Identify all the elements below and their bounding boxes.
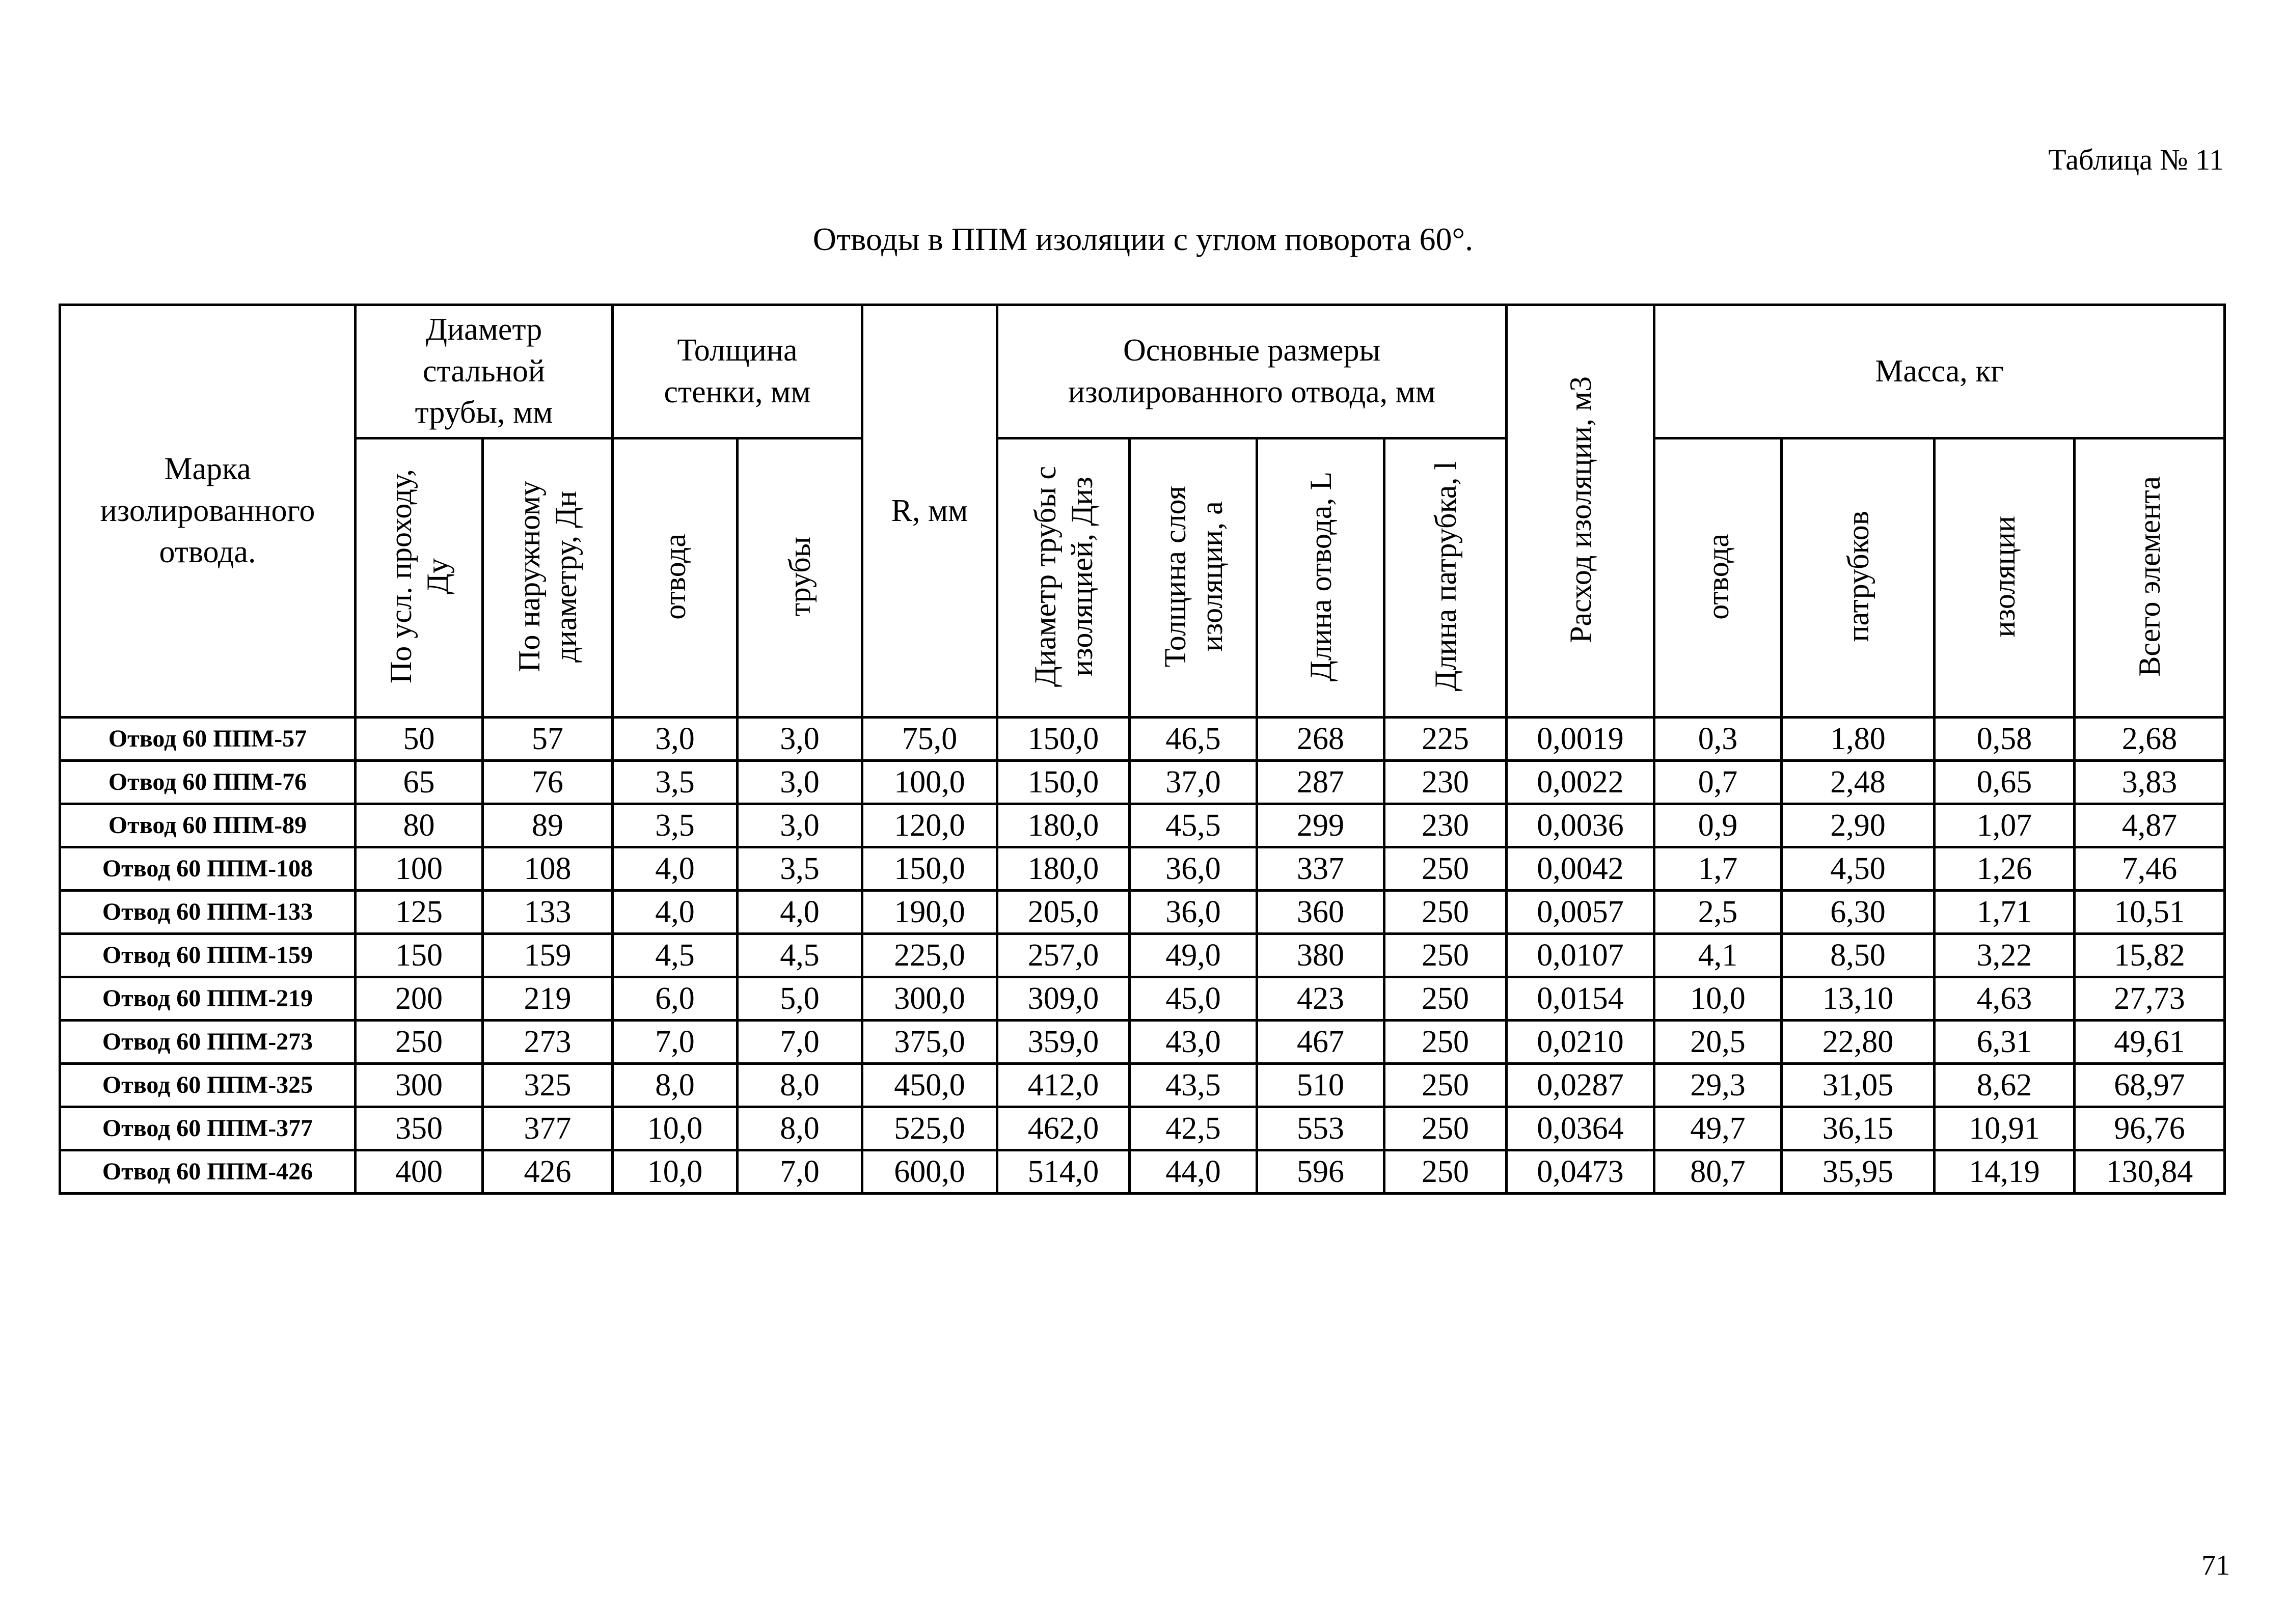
table-cell: 96,76: [2075, 1107, 2225, 1150]
table-cell: 6,30: [1782, 891, 1935, 934]
table-cell: 150,0: [862, 847, 997, 891]
table-cell: 337: [1257, 847, 1384, 891]
table-cell: 325: [483, 1064, 613, 1107]
table-cell: 20,5: [1654, 1021, 1782, 1064]
table-cell: 250: [1384, 847, 1507, 891]
table-row: [60, 1064, 2225, 1107]
table-cell: 89: [483, 804, 613, 847]
table-cell: 0,9: [1654, 804, 1782, 847]
table-cell: 49,61: [2075, 1021, 2225, 1064]
table-cell: 0,0473: [1507, 1150, 1654, 1194]
table-cell: 22,80: [1782, 1021, 1935, 1064]
table-row: [60, 718, 2225, 761]
table-cell: 287: [1257, 761, 1384, 804]
table-cell: 125: [356, 891, 483, 934]
table-cell: 596: [1257, 1150, 1384, 1194]
row-mark-cell: Отвод 60 ППМ-273: [60, 1021, 356, 1064]
table-cell: 0,0036: [1507, 804, 1654, 847]
table-cell: 423: [1257, 977, 1384, 1021]
page-number: 71: [2201, 1550, 2230, 1581]
table-cell: 412,0: [997, 1064, 1130, 1107]
table-cell: 380: [1257, 934, 1384, 977]
table-cell: 3,5: [613, 761, 738, 804]
table-cell: 230: [1384, 804, 1507, 847]
table-cell: 0,0364: [1507, 1107, 1654, 1150]
table-cell: 300: [356, 1064, 483, 1107]
table-cell: 8,0: [613, 1064, 738, 1107]
table-cell: 273: [483, 1021, 613, 1064]
table-cell: 8,62: [1935, 1064, 2075, 1107]
header-radius: R, мм: [862, 305, 997, 718]
header-dn-nominal: По усл. проходу, Ду: [356, 438, 483, 718]
table-cell: 150,0: [997, 761, 1130, 804]
table-cell: 3,0: [738, 804, 862, 847]
table-cell: 7,46: [2075, 847, 2225, 891]
table-cell: 68,97: [2075, 1064, 2225, 1107]
header-mass-insulation: изоляции: [1935, 438, 2075, 718]
table-cell: 0,0210: [1507, 1021, 1654, 1064]
table-cell: 49,7: [1654, 1107, 1782, 1150]
row-mark-cell: Отвод 60 ППМ-377: [60, 1107, 356, 1150]
header-insulation-consumption: Расход изоляции, м3: [1507, 305, 1654, 718]
table-cell: 80: [356, 804, 483, 847]
table-cell: 8,50: [1782, 934, 1935, 977]
table-cell: 6,31: [1935, 1021, 2075, 1064]
table-cell: 14,19: [1935, 1150, 2075, 1194]
table-cell: 467: [1257, 1021, 1384, 1064]
table-cell: 0,7: [1654, 761, 1782, 804]
table-cell: 80,7: [1654, 1150, 1782, 1194]
table-cell: 35,95: [1782, 1150, 1935, 1194]
row-mark-cell: Отвод 60 ППМ-325: [60, 1064, 356, 1107]
table-row: [60, 1150, 2225, 1194]
table-cell: 5,0: [738, 977, 862, 1021]
table-cell: 45,5: [1130, 804, 1257, 847]
header-mass-total: Всего элемента: [2075, 438, 2225, 718]
table-cell: 225,0: [862, 934, 997, 977]
table-cell: 4,5: [738, 934, 862, 977]
table-row: [60, 1021, 2225, 1064]
table-cell: 0,3: [1654, 718, 1782, 761]
table-cell: 0,0057: [1507, 891, 1654, 934]
table-cell: 4,50: [1782, 847, 1935, 891]
header-bend-length: Длина отвода, L: [1257, 438, 1384, 718]
table-cell: 359,0: [997, 1021, 1130, 1064]
table-cell: 450,0: [862, 1064, 997, 1107]
table-cell: 300,0: [862, 977, 997, 1021]
table-cell: 3,83: [2075, 761, 2225, 804]
table-cell: 1,07: [1935, 804, 2075, 847]
table-cell: 49,0: [1130, 934, 1257, 977]
table-cell: 250: [1384, 1107, 1507, 1150]
table-cell: 2,48: [1782, 761, 1935, 804]
table-cell: 10,0: [1654, 977, 1782, 1021]
row-mark-cell: Отвод 60 ППМ-89: [60, 804, 356, 847]
table-cell: 3,0: [738, 761, 862, 804]
table-cell: 0,58: [1935, 718, 2075, 761]
table-cell: 525,0: [862, 1107, 997, 1150]
table-cell: 225: [1384, 718, 1507, 761]
table-cell: 3,0: [738, 718, 862, 761]
table-cell: 600,0: [862, 1150, 997, 1194]
table-cell: 3,0: [613, 718, 738, 761]
table-row: [60, 934, 2225, 977]
table-cell: 150: [356, 934, 483, 977]
table-cell: 37,0: [1130, 761, 1257, 804]
header-mass-nozzles: патрубков: [1782, 438, 1935, 718]
table-cell: 130,84: [2075, 1150, 2225, 1194]
table-row: [60, 804, 2225, 847]
header-wall-bend: отвода: [613, 438, 738, 718]
table-cell: 299: [1257, 804, 1384, 847]
table-cell: 4,0: [613, 891, 738, 934]
table-cell: 2,5: [1654, 891, 1782, 934]
header-nozzle-length: Длина патрубка, l: [1384, 438, 1507, 718]
table-cell: 7,0: [613, 1021, 738, 1064]
table-cell: 4,63: [1935, 977, 2075, 1021]
table-cell: 257,0: [997, 934, 1130, 977]
table-cell: 514,0: [997, 1150, 1130, 1194]
table-cell: 0,0154: [1507, 977, 1654, 1021]
table-cell: 65: [356, 761, 483, 804]
table-cell: 250: [1384, 1150, 1507, 1194]
header-mass: Масса, кг: [1654, 305, 2225, 438]
table-row: [60, 977, 2225, 1021]
table-cell: 4,1: [1654, 934, 1782, 977]
table-cell: 36,15: [1782, 1107, 1935, 1150]
table-cell: 36,0: [1130, 891, 1257, 934]
table-cell: 200: [356, 977, 483, 1021]
table-cell: 46,5: [1130, 718, 1257, 761]
table-cell: 0,0042: [1507, 847, 1654, 891]
table-cell: 43,0: [1130, 1021, 1257, 1064]
table-cell: 7,0: [738, 1021, 862, 1064]
table-cell: 1,80: [1782, 718, 1935, 761]
row-mark-cell: Отвод 60 ППМ-57: [60, 718, 356, 761]
header-steel-diameter: Диаметр стальной трубы, мм: [356, 305, 613, 438]
table-cell: 44,0: [1130, 1150, 1257, 1194]
table-cell: 50: [356, 718, 483, 761]
header-main-sizes: Основные размеры изолированного отвода, мм: [997, 305, 1507, 438]
row-mark-cell: Отвод 60 ППМ-133: [60, 891, 356, 934]
table-cell: 10,0: [613, 1150, 738, 1194]
table-cell: 100,0: [862, 761, 997, 804]
table-cell: 553: [1257, 1107, 1384, 1150]
table-cell: 250: [356, 1021, 483, 1064]
table-cell: 350: [356, 1107, 483, 1150]
table-cell: 510: [1257, 1064, 1384, 1107]
header-mass-bend: отвода: [1654, 438, 1782, 718]
table-cell: 10,91: [1935, 1107, 2075, 1150]
table-cell: 36,0: [1130, 847, 1257, 891]
table-cell: 29,3: [1654, 1064, 1782, 1107]
table-cell: 159: [483, 934, 613, 977]
header-wall-pipe: трубы: [738, 438, 862, 718]
table-cell: 4,87: [2075, 804, 2225, 847]
table-cell: 205,0: [997, 891, 1130, 934]
table-cell: 0,0022: [1507, 761, 1654, 804]
table-cell: 219: [483, 977, 613, 1021]
table-cell: 76: [483, 761, 613, 804]
table-cell: 4,0: [738, 891, 862, 934]
table-cell: 2,68: [2075, 718, 2225, 761]
table-cell: 190,0: [862, 891, 997, 934]
table-cell: 42,5: [1130, 1107, 1257, 1150]
table-cell: 230: [1384, 761, 1507, 804]
table-cell: 3,22: [1935, 934, 2075, 977]
table-cell: 45,0: [1130, 977, 1257, 1021]
bends-spec-table: [59, 304, 2226, 1195]
row-mark-cell: Отвод 60 ППМ-76: [60, 761, 356, 804]
table-cell: 0,0287: [1507, 1064, 1654, 1107]
table-cell: 3,5: [613, 804, 738, 847]
table-cell: 250: [1384, 934, 1507, 977]
table-cell: 250: [1384, 1064, 1507, 1107]
table-row: [60, 891, 2225, 934]
table-cell: 2,90: [1782, 804, 1935, 847]
table-cell: 13,10: [1782, 977, 1935, 1021]
row-mark-cell: Отвод 60 ППМ-108: [60, 847, 356, 891]
table-cell: 0,0107: [1507, 934, 1654, 977]
table-cell: 377: [483, 1107, 613, 1150]
table-cell: 31,05: [1782, 1064, 1935, 1107]
table-cell: 1,7: [1654, 847, 1782, 891]
table-cell: 426: [483, 1150, 613, 1194]
table-cell: 250: [1384, 977, 1507, 1021]
header-mark: Марка изолированного отвода.: [60, 305, 356, 718]
row-mark-cell: Отвод 60 ППМ-159: [60, 934, 356, 977]
table-cell: 7,0: [738, 1150, 862, 1194]
table-cell: 4,0: [613, 847, 738, 891]
table-cell: 100: [356, 847, 483, 891]
table-cell: 0,0019: [1507, 718, 1654, 761]
table-cell: 75,0: [862, 718, 997, 761]
table-row: [60, 1107, 2225, 1150]
header-wall-thickness: Толщина стенки, мм: [613, 305, 862, 438]
table-cell: 150,0: [997, 718, 1130, 761]
table-cell: 43,5: [1130, 1064, 1257, 1107]
table-cell: 8,0: [738, 1107, 862, 1150]
table-cell: 27,73: [2075, 977, 2225, 1021]
table-cell: 8,0: [738, 1064, 862, 1107]
table-cell: 375,0: [862, 1021, 997, 1064]
table-cell: 10,51: [2075, 891, 2225, 934]
table-cell: 250: [1384, 891, 1507, 934]
table-cell: 180,0: [997, 847, 1130, 891]
table-cell: 57: [483, 718, 613, 761]
header-insulation-layer: Толщина слоя изоляции, а: [1130, 438, 1257, 718]
table-cell: 250: [1384, 1021, 1507, 1064]
table-row: [60, 847, 2225, 891]
header-dn-outer: По наружному диаметру, Дн: [483, 438, 613, 718]
table-cell: 3,5: [738, 847, 862, 891]
table-cell: 6,0: [613, 977, 738, 1021]
table-cell: 4,5: [613, 934, 738, 977]
table-cell: 133: [483, 891, 613, 934]
table-cell: 10,0: [613, 1107, 738, 1150]
table-cell: 0,65: [1935, 761, 2075, 804]
document-title: Отводы в ППМ изоляции с углом поворота 60°.: [812, 221, 1474, 257]
table-cell: 400: [356, 1150, 483, 1194]
table-header: [60, 305, 2225, 718]
table-body: [60, 718, 2225, 1194]
header-d-insulated: Диаметр трубы с изоляцией, Диз: [997, 438, 1130, 718]
table-number: Таблица № 11: [2048, 143, 2224, 176]
table-cell: 108: [483, 847, 613, 891]
table-cell: 1,71: [1935, 891, 2075, 934]
table-row: [60, 761, 2225, 804]
row-mark-cell: Отвод 60 ППМ-219: [60, 977, 356, 1021]
table-cell: 120,0: [862, 804, 997, 847]
row-mark-cell: Отвод 60 ППМ-426: [60, 1150, 356, 1194]
table-cell: 360: [1257, 891, 1384, 934]
table-cell: 1,26: [1935, 847, 2075, 891]
table-cell: 15,82: [2075, 934, 2225, 977]
table-cell: 268: [1257, 718, 1384, 761]
table-cell: 180,0: [997, 804, 1130, 847]
table-cell: 462,0: [997, 1107, 1130, 1150]
table-cell: 309,0: [997, 977, 1130, 1021]
